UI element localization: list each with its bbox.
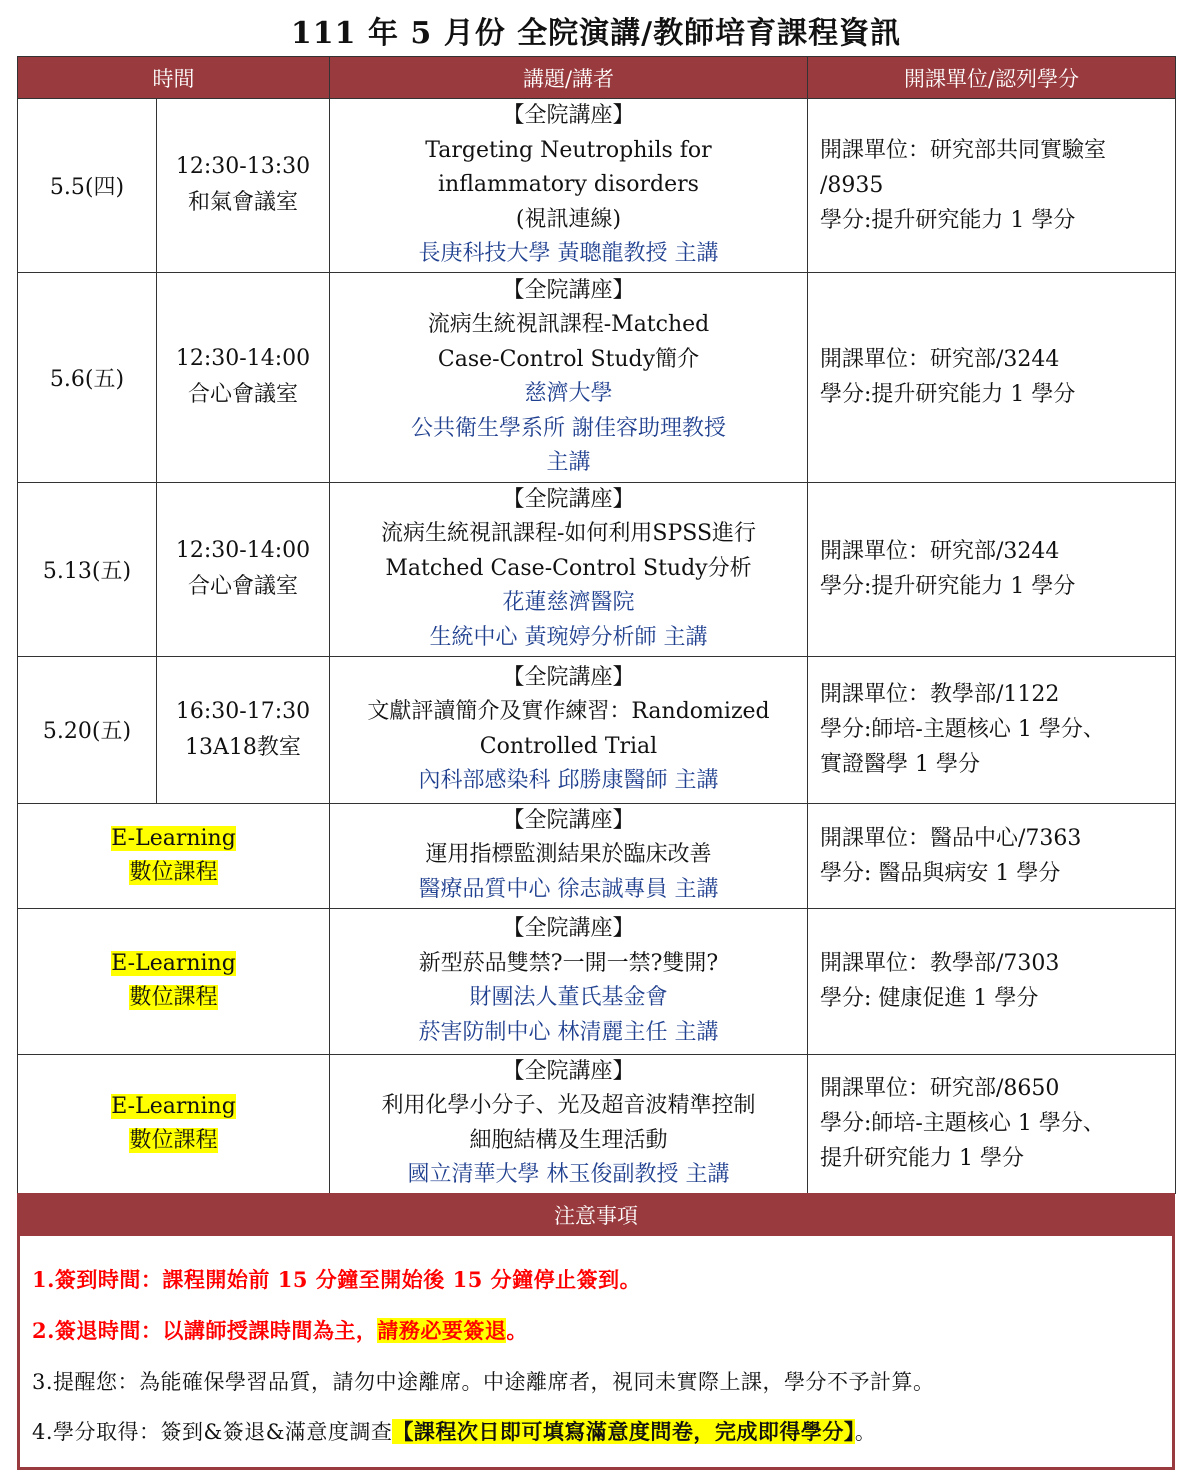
elearning-label: E-Learning xyxy=(111,825,236,851)
speaker-line: 財團法人董氏基金會 xyxy=(469,985,668,1010)
row-elearning xyxy=(18,908,330,1054)
note-credit-end: 。 xyxy=(854,1420,877,1444)
elearning-sub: 數位課程 xyxy=(129,859,218,885)
row-topic xyxy=(330,99,808,273)
unit-line: 開課單位：研究部/3244 xyxy=(820,347,1060,372)
room: 和氣會議室 xyxy=(187,190,298,216)
row-unit xyxy=(808,908,1176,1054)
topic-line: 流病生統視訊課程-Matched xyxy=(427,312,710,337)
header-topic: 講題/講者 xyxy=(330,57,808,99)
row-unit xyxy=(808,656,1176,803)
row-unit xyxy=(808,482,1176,656)
credit-line: 實證醫學 1 學分 xyxy=(820,752,980,777)
elearning-sub: 數位課程 xyxy=(129,985,218,1010)
note-credit xyxy=(32,1416,876,1446)
elearning-sub: 數位課程 xyxy=(129,1127,218,1153)
note-sign-out-highlight: 請務必要簽退 xyxy=(377,1318,507,1343)
table-row xyxy=(18,99,1176,273)
speaker-line: 國立清華大學 林玉俊副教授 主講 xyxy=(407,1162,730,1187)
lecture-tag: 【全院講座】 xyxy=(502,807,635,833)
time-range: 12:30-14:00 xyxy=(175,538,311,563)
row-topic xyxy=(330,656,808,803)
credit-line: 學分:提升研究能力 1 學分 xyxy=(820,574,1076,599)
row-topic xyxy=(330,272,808,482)
topic-line: Targeting Neutrophils for xyxy=(425,137,712,163)
row-date: 5.13(五) xyxy=(18,482,157,656)
speaker-line: 花蓮慈濟醫院 xyxy=(502,590,635,616)
table-row xyxy=(18,656,1176,803)
note-sign-out-end: 。 xyxy=(506,1318,528,1343)
row-unit xyxy=(808,99,1176,273)
row-unit xyxy=(808,803,1176,908)
note-reminder: 3.提醒您：為能確保學習品質，請勿中途離席。中途離席者，視同未實際上課，學分不予計算。 xyxy=(32,1370,935,1394)
row-date: 5.20(五) xyxy=(18,656,157,803)
topic-line: Case-Control Study簡介 xyxy=(437,346,700,372)
unit-line: 開課單位：教學部/1122 xyxy=(820,682,1060,707)
topic-line: 流病生統視訊課程-如何利用SPSS進行 xyxy=(380,521,757,547)
topic-line: 利用化學小分子、光及超音波精準控制 xyxy=(381,1093,756,1118)
note-sign-in: 1.簽到時間：課程開始前 15 分鐘至開始後 15 分鐘停止簽到。 xyxy=(32,1267,642,1292)
credit-line: 學分:提升研究能力 1 學分 xyxy=(820,207,1076,233)
topic-line: 文獻評讀簡介及實作練習：Randomized xyxy=(367,699,770,724)
row-date: 5.6(五) xyxy=(18,272,157,482)
header-time: 時間 xyxy=(18,57,330,99)
notes-section xyxy=(17,1193,1175,1470)
note-sign-out-text: 2.簽退時間：以講師授課時間為主， xyxy=(32,1318,378,1343)
credit-line: 學分:師培-主題核心 1 學分、 xyxy=(820,717,1105,742)
topic-line: 新型菸品雙禁?一開一禁?雙開? xyxy=(418,950,719,976)
lecture-tag: 【全院講座】 xyxy=(502,277,635,303)
table-row xyxy=(18,482,1176,656)
lecture-tag: 【全院講座】 xyxy=(502,664,635,690)
row-topic xyxy=(330,803,808,908)
schedule-table xyxy=(17,56,1176,1194)
table-row xyxy=(18,1054,1176,1193)
row-topic xyxy=(330,1054,808,1193)
row-date: 5.5(四) xyxy=(18,99,157,273)
speaker-line: 內科部感染科 邱勝康醫師 主講 xyxy=(418,768,719,793)
unit-line: 開課單位：醫品中心/7363 xyxy=(820,825,1082,851)
row-topic xyxy=(330,482,808,656)
time-range: 16:30-17:30 xyxy=(175,698,311,724)
table-row xyxy=(18,803,1176,908)
notes-header: 注意事項 xyxy=(20,1196,1172,1236)
topic-line: Matched Case-Control Study分析 xyxy=(385,555,752,581)
speaker-line: 生統中心 黃琬婷分析師 主講 xyxy=(429,624,708,650)
table-row xyxy=(18,272,1176,482)
elearning-label: E-Learning xyxy=(111,951,236,976)
note-credit-highlight: 【課程次日即可填寫滿意度問卷，完成即得學分】 xyxy=(392,1419,855,1444)
speaker-line: 長庚科技大學 黃聰龍教授 主講 xyxy=(418,241,719,266)
unit-line: 開課單位：研究部/8650 xyxy=(820,1076,1060,1101)
room: 合心會議室 xyxy=(187,574,298,599)
speaker-line: 主講 xyxy=(546,450,591,475)
speaker-line: 慈濟大學 xyxy=(524,381,613,406)
topic-line: 細胞結構及生理活動 xyxy=(469,1127,668,1153)
time-range: 12:30-13:30 xyxy=(175,154,311,180)
row-time xyxy=(157,272,330,482)
topic-line: inflammatory disorders xyxy=(438,172,699,197)
credit-line: 提升研究能力 1 學分 xyxy=(820,1146,1024,1171)
speaker-line: 公共衛生學系所 謝佳容助理教授 xyxy=(411,415,726,441)
note-credit-text: 4.學分取得：簽到&簽退&滿意度調查 xyxy=(32,1420,393,1444)
lecture-tag: 【全院講座】 xyxy=(502,486,635,512)
lecture-tag: 【全院講座】 xyxy=(502,103,635,128)
row-time xyxy=(157,482,330,656)
topic-line: Controlled Trial xyxy=(479,733,658,759)
unit-line: 開課單位：教學部/7303 xyxy=(820,951,1060,976)
page-title: 111 年 5 月份 全院演講/教師培育課程資訊 xyxy=(290,16,902,51)
unit-line: 開課單位：研究部/3244 xyxy=(820,539,1060,564)
room: 13A18教室 xyxy=(185,734,301,760)
row-elearning xyxy=(18,803,330,908)
unit-line: /8935 xyxy=(820,172,884,198)
header-unit: 開課單位/認列學分 xyxy=(808,57,1176,99)
topic-line: 運用指標監測結果於臨床改善 xyxy=(425,842,712,868)
table-row xyxy=(18,908,1176,1054)
row-time xyxy=(157,656,330,803)
note-sign-out xyxy=(32,1315,528,1345)
row-unit xyxy=(808,1054,1176,1193)
table-header-row xyxy=(18,57,1176,99)
credit-line: 學分:提升研究能力 1 學分 xyxy=(820,382,1076,407)
speaker-line: 菸害防制中心 林清麗主任 主講 xyxy=(418,1019,719,1045)
row-unit xyxy=(808,272,1176,482)
row-topic xyxy=(330,908,808,1054)
credit-line: 學分: 健康促進 1 學分 xyxy=(820,986,1039,1011)
row-time xyxy=(157,99,330,273)
row-elearning xyxy=(18,1054,330,1193)
topic-line: (視訊連線) xyxy=(515,206,622,232)
room: 合心會議室 xyxy=(187,382,298,407)
elearning-label: E-Learning xyxy=(111,1093,236,1119)
lecture-tag: 【全院講座】 xyxy=(502,1058,635,1084)
time-range: 12:30-14:00 xyxy=(175,346,311,371)
credit-line: 學分:師培-主題核心 1 學分、 xyxy=(820,1111,1105,1136)
unit-line: 開課單位：研究部共同實驗室 xyxy=(820,137,1107,163)
speaker-line: 醫療品質中心 徐志誠專員 主講 xyxy=(418,876,719,902)
credit-line: 學分: 醫品與病安 1 學分 xyxy=(820,860,1061,886)
lecture-tag: 【全院講座】 xyxy=(502,916,635,941)
